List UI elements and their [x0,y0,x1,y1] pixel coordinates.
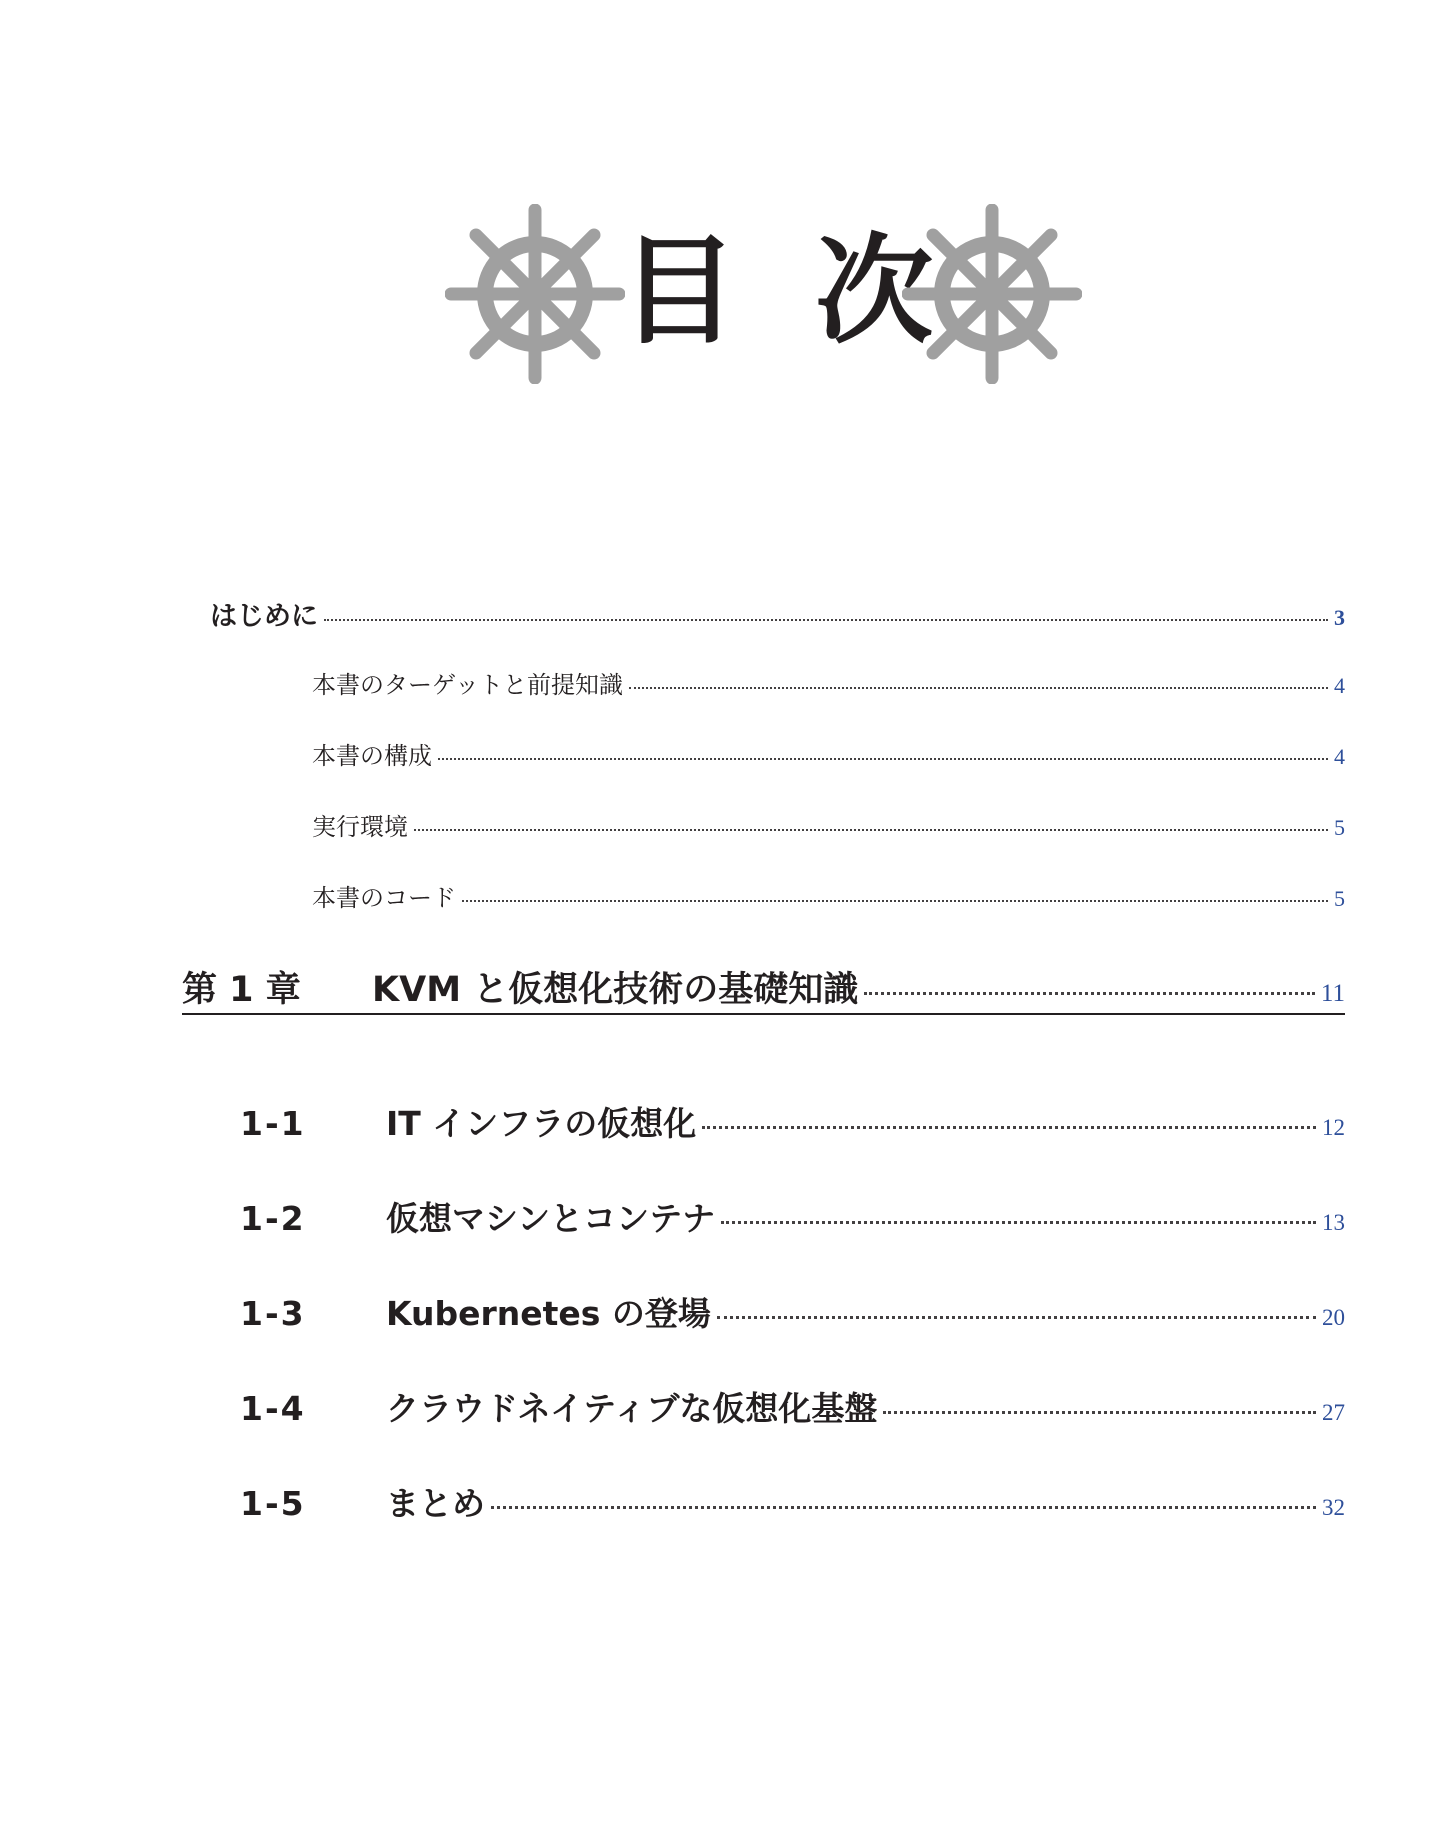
toc-entry-title: 本書の構成 [312,742,432,770]
toc-section-entry[interactable] [240,1383,1345,1430]
chapter-title: KVM と仮想化技術の基礎知識 [372,970,859,1010]
ship-wheel-icon [902,204,1082,384]
ship-wheel-icon [445,204,625,384]
toc-subentry[interactable] [312,807,1345,842]
section-title: まとめ [386,1484,485,1523]
toc-subentry[interactable] [312,878,1345,913]
toc-page-number: 32 [1322,1495,1345,1520]
dot-leader [491,1473,1316,1509]
toc-subentry[interactable] [312,665,1345,700]
toc-page-number: 13 [1322,1210,1345,1235]
page-title: 目 次 [620,222,952,360]
toc-page-number: 3 [1334,605,1345,630]
toc-section-entry[interactable] [240,1478,1345,1525]
toc-page-number: 5 [1334,815,1345,840]
section-number: 1-1 [240,1104,306,1143]
chapter-number: 第 1 章 [182,970,301,1010]
toc-page-number: 5 [1334,886,1345,911]
dot-leader [438,734,1328,760]
toc-page-number: 4 [1334,744,1345,769]
toc-entry-intro[interactable] [210,594,1345,633]
toc-entry-title: 本書のコード [312,884,456,912]
title-block [0,196,1433,386]
toc-page-number: 4 [1334,673,1345,698]
dot-leader [324,592,1328,621]
section-title: クラウドネイティブな仮想化基盤 [386,1389,878,1428]
section-number: 1-5 [240,1484,306,1523]
dot-leader [462,876,1328,902]
toc-page-number: 12 [1322,1115,1345,1140]
dot-leader [864,957,1315,995]
dot-leader [717,1283,1316,1319]
section-number: 1-2 [240,1199,306,1238]
toc-subentry[interactable] [312,736,1345,771]
toc-page-number: 11 [1320,980,1345,1007]
section-title: Kubernetes の登場 [386,1294,711,1333]
chapter-underline [182,1013,1345,1015]
toc-entry-title: 実行環境 [312,813,408,841]
dot-leader [629,663,1328,689]
toc-page-number: 27 [1322,1400,1345,1425]
dot-leader [883,1378,1316,1414]
toc-entry-title: 本書のターゲットと前提知識 [312,671,624,699]
dot-leader [702,1093,1316,1129]
dot-leader [414,805,1328,831]
section-number: 1-4 [240,1389,306,1428]
section-title: IT インフラの仮想化 [386,1104,697,1143]
section-number: 1-3 [240,1294,306,1333]
toc-chapter-entry[interactable] [182,962,1345,1020]
toc-section-entry[interactable] [240,1098,1345,1145]
toc-section-entry[interactable] [240,1193,1345,1240]
section-title: 仮想マシンとコンテナ [386,1199,716,1238]
toc-page-number: 20 [1322,1305,1345,1330]
toc-section-entry[interactable] [240,1288,1345,1335]
toc-entry-title: はじめに [210,601,318,632]
dot-leader [721,1188,1316,1224]
